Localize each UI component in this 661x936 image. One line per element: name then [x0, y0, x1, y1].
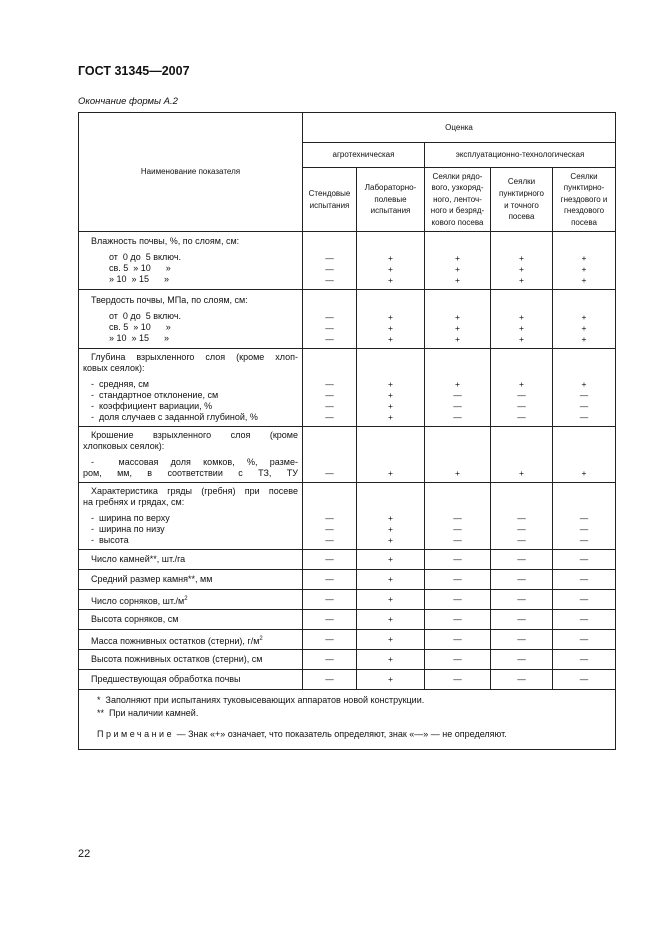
- indicator-title: Предшествующая обработка почвы: [91, 674, 241, 684]
- mark-value: +: [455, 379, 460, 389]
- mark-value: +: [581, 334, 587, 344]
- mark-value: +: [388, 275, 393, 285]
- header-column: Сеялки пунктирного и точного посева: [491, 168, 553, 232]
- mark-cell: [357, 550, 425, 570]
- mark-value: —: [579, 513, 589, 523]
- table-row: [79, 610, 616, 630]
- mark-value: —: [325, 312, 334, 322]
- header-indicator: Наименование показателя: [79, 113, 303, 232]
- mark-cell: [303, 427, 357, 483]
- mark-value: —: [453, 674, 462, 684]
- header-column: Лабораторно- полевые испытания: [357, 168, 425, 232]
- mark-value: +: [388, 574, 393, 584]
- mark-cell: [357, 483, 425, 550]
- mark-cell: [425, 570, 491, 590]
- mark-cell: [425, 483, 491, 550]
- mark-value: —: [325, 513, 334, 523]
- indicator-cell: [79, 650, 303, 670]
- mark-cell: [553, 349, 616, 427]
- indicator-subitem: от 0 до 5 включ.: [109, 310, 182, 321]
- indicator-cell: [79, 630, 303, 650]
- mark-cell: [357, 570, 425, 590]
- mark-cell: [425, 232, 491, 290]
- mark-cell: [425, 590, 491, 610]
- assessment-table: [78, 112, 616, 750]
- mark-cell: [303, 483, 357, 550]
- indicator-subitem: - стандартное отклонение, см: [91, 390, 219, 400]
- mark-cell: [425, 630, 491, 650]
- mark-value: +: [388, 513, 393, 523]
- mark-value: +: [519, 323, 524, 333]
- mark-value: +: [519, 334, 524, 344]
- mark-value: +: [581, 379, 587, 389]
- table-row: [79, 427, 616, 483]
- table-footnotes: [79, 690, 616, 750]
- mark-value: —: [325, 554, 334, 564]
- mark-value: +: [519, 264, 524, 274]
- indicator-cell: [79, 427, 303, 483]
- note-label: Примечание: [97, 729, 175, 739]
- indicator-title: Масса пожнивных остатков (стерни), $г/м^2$: [91, 636, 263, 646]
- mark-value: +: [519, 379, 524, 389]
- mark-value: +: [581, 468, 587, 478]
- mark-cell: [357, 670, 425, 690]
- mark-value: —: [325, 275, 334, 285]
- mark-cell: [303, 290, 357, 349]
- table-row: [79, 650, 616, 670]
- table-row: [79, 550, 616, 570]
- mark-value: —: [453, 574, 462, 584]
- mark-cell: [425, 427, 491, 483]
- mark-cell: [553, 570, 616, 590]
- table-row: [79, 349, 616, 427]
- mark-value: —: [325, 468, 334, 478]
- indicator-subitem: - коэффициент вариации, %: [91, 401, 213, 411]
- mark-cell: [425, 650, 491, 670]
- table-row: [79, 570, 616, 590]
- mark-value: +: [388, 390, 393, 400]
- mark-value: —: [579, 390, 589, 400]
- mark-cell: [553, 670, 616, 690]
- mark-value: —: [325, 412, 334, 422]
- mark-value: —: [453, 654, 462, 664]
- mark-value: —: [325, 614, 334, 624]
- indicator-title: Средний размер камня**, мм: [91, 574, 213, 584]
- mark-value: —: [517, 634, 526, 644]
- table-row: [79, 670, 616, 690]
- mark-value: +: [455, 264, 460, 274]
- table-caption: Окончание формы А.2: [78, 96, 178, 107]
- mark-value: —: [453, 554, 462, 564]
- mark-cell: [303, 670, 357, 690]
- mark-value: —: [453, 634, 462, 644]
- indicator-title: Влажность почвы, %, по слоям, см:: [91, 236, 240, 246]
- mark-value: —: [325, 654, 334, 664]
- indicator-title-line: Характеристика гряды (гребня) при посеве: [91, 486, 298, 496]
- footnote: * Заполняют при испытаниях туковысевающих аппаратов новой конструкции.: [97, 695, 425, 705]
- mark-cell: [357, 349, 425, 427]
- mark-cell: [303, 550, 357, 570]
- mark-value: +: [581, 264, 587, 274]
- table-row: [79, 590, 616, 610]
- header-column: Сеялки рядо- вого, узкоряд- ного, ленточ- ного и безряд- кового посева: [425, 168, 491, 232]
- indicator-title-line: ковых сеялок):: [83, 363, 145, 373]
- table-row: [79, 232, 616, 290]
- indicator-cell: [79, 550, 303, 570]
- mark-cell: [357, 610, 425, 630]
- indicator-title-line: Глубина взрыхленного слоя (кроме хлоп-: [91, 352, 298, 362]
- mark-value: +: [455, 334, 460, 344]
- table-row: [79, 630, 616, 650]
- table-row: [79, 290, 616, 349]
- indicator-subitem: св. 5 » 10 »: [109, 321, 171, 332]
- mark-value: —: [579, 614, 589, 624]
- mark-value: —: [325, 634, 334, 644]
- mark-value: +: [455, 323, 460, 333]
- note-text: — Знак «+» означает, что показатель определяют, знак «—» — не определяют.: [174, 729, 507, 739]
- mark-value: —: [325, 323, 334, 333]
- indicator-title: Твердость почвы, МПа, по слоям, см:: [91, 294, 248, 305]
- mark-cell: [303, 650, 357, 670]
- mark-cell: [553, 483, 616, 550]
- mark-value: —: [517, 390, 526, 400]
- indicator-subitem: - ширина по низу: [91, 524, 165, 534]
- mark-value: —: [325, 401, 334, 411]
- mark-value: —: [579, 535, 589, 545]
- mark-cell: [357, 232, 425, 290]
- mark-value: —: [325, 535, 334, 545]
- mark-value: +: [519, 468, 524, 478]
- mark-cell: [491, 670, 553, 690]
- mark-value: —: [517, 594, 526, 604]
- indicator-subitem: » 10 » 15 »: [109, 274, 170, 284]
- mark-value: +: [388, 468, 393, 478]
- mark-value: +: [388, 253, 393, 263]
- mark-cell: [491, 483, 553, 550]
- unit-superscript: 2: [259, 636, 263, 642]
- mark-value: +: [388, 379, 393, 389]
- header-assessment: Оценка: [303, 113, 616, 143]
- indicator-title: Высота сорняков, см: [91, 614, 179, 624]
- mark-cell: [425, 670, 491, 690]
- indicator-cell: [79, 610, 303, 630]
- mark-value: —: [517, 674, 526, 684]
- mark-cell: [303, 630, 357, 650]
- page-number: 22: [78, 848, 91, 860]
- mark-value: +: [388, 654, 393, 664]
- mark-cell: [491, 550, 553, 570]
- mark-value: —: [579, 524, 589, 534]
- mark-value: +: [455, 253, 460, 263]
- mark-cell: [553, 610, 616, 630]
- header-group-agro: агротехническая: [303, 143, 425, 168]
- mark-value: —: [517, 554, 526, 564]
- indicator-title-line: на гребнях и грядах, см:: [83, 497, 185, 507]
- mark-cell: [491, 630, 553, 650]
- mark-cell: [553, 232, 616, 290]
- mark-cell: [491, 290, 553, 349]
- mark-cell: [491, 427, 553, 483]
- mark-value: +: [388, 554, 393, 564]
- mark-cell: [357, 290, 425, 349]
- mark-value: —: [517, 513, 526, 523]
- indicator-subitem: св. 5 » 10 »: [109, 263, 171, 273]
- indicator-cell: [79, 290, 303, 349]
- mark-value: +: [388, 264, 393, 274]
- mark-value: —: [453, 412, 462, 422]
- mark-cell: [491, 650, 553, 670]
- mark-value: +: [581, 253, 587, 263]
- mark-value: +: [519, 312, 524, 322]
- header-column: Сеялки пунктирно- гнездового и гнездового посева: [553, 168, 616, 232]
- mark-value: +: [388, 634, 393, 644]
- footnote: ** При наличии камней.: [97, 708, 199, 718]
- mark-cell: [357, 427, 425, 483]
- indicator-subitem: от 0 до 5 включ.: [109, 252, 182, 262]
- indicator-cell: [79, 483, 303, 550]
- mark-value: —: [579, 634, 589, 644]
- mark-value: —: [579, 401, 589, 411]
- header-group-exploitation: эксплуатационно-технологическая: [425, 143, 616, 168]
- unit-superscript: 2: [184, 596, 188, 602]
- mark-cell: [303, 610, 357, 630]
- mark-value: +: [388, 323, 393, 333]
- mark-value: +: [388, 312, 393, 322]
- mark-cell: [425, 550, 491, 570]
- indicator-cell: [79, 670, 303, 690]
- mark-value: —: [517, 524, 526, 534]
- mark-value: +: [388, 614, 393, 624]
- indicator-cell: [79, 349, 303, 427]
- indicator-title-line: хлопковых сеялок):: [83, 441, 165, 451]
- mark-cell: [553, 550, 616, 570]
- mark-cell: [303, 570, 357, 590]
- mark-cell: [303, 232, 357, 290]
- mark-value: —: [517, 412, 526, 422]
- mark-value: —: [453, 535, 462, 545]
- mark-value: —: [579, 674, 589, 684]
- mark-value: —: [579, 594, 589, 604]
- mark-cell: [553, 427, 616, 483]
- indicator-title: Число камней**, шт./га: [91, 554, 186, 564]
- mark-value: —: [579, 412, 589, 422]
- mark-value: —: [453, 614, 462, 624]
- mark-cell: [303, 590, 357, 610]
- mark-value: +: [455, 275, 460, 285]
- mark-cell: [425, 290, 491, 349]
- indicator-subitem: ром, мм, в соответствии с ТЗ, ТУ: [83, 468, 298, 478]
- mark-value: +: [581, 323, 587, 333]
- mark-cell: [425, 349, 491, 427]
- table-note: [97, 728, 607, 741]
- mark-cell: [553, 590, 616, 610]
- mark-value: +: [388, 594, 393, 604]
- indicator-cell: [79, 590, 303, 610]
- indicator-cell: [79, 570, 303, 590]
- indicator-title-line: Крошение взрыхленного слоя (кроме: [91, 430, 298, 440]
- mark-cell: [553, 630, 616, 650]
- mark-value: —: [325, 574, 334, 584]
- mark-cell: [491, 610, 553, 630]
- mark-value: —: [325, 594, 334, 604]
- mark-value: +: [388, 524, 393, 534]
- mark-value: —: [325, 524, 334, 534]
- mark-cell: [425, 610, 491, 630]
- mark-value: +: [388, 535, 393, 545]
- mark-value: —: [517, 654, 526, 664]
- mark-value: —: [325, 379, 334, 389]
- mark-value: +: [519, 253, 524, 263]
- mark-value: +: [455, 468, 460, 478]
- table-row: [79, 483, 616, 550]
- mark-value: —: [579, 554, 589, 564]
- mark-value: —: [325, 390, 334, 400]
- mark-value: +: [519, 275, 524, 285]
- mark-value: +: [388, 401, 393, 411]
- mark-value: +: [388, 674, 393, 684]
- indicator-title: Высота пожнивных остатков (стерни), см: [91, 654, 263, 664]
- indicator-subitem: - ширина по верху: [91, 513, 170, 523]
- mark-value: —: [453, 524, 462, 534]
- mark-cell: [357, 590, 425, 610]
- mark-value: —: [517, 535, 526, 545]
- mark-value: —: [453, 594, 462, 604]
- indicator-cell: [79, 232, 303, 290]
- mark-cell: [553, 650, 616, 670]
- mark-cell: [491, 349, 553, 427]
- mark-value: +: [388, 412, 393, 422]
- indicator-subitem: - массовая доля комков, %, разме-: [91, 457, 298, 467]
- indicator-subitem: - средняя, см: [91, 379, 149, 389]
- mark-value: —: [453, 513, 462, 523]
- mark-value: +: [581, 275, 587, 285]
- mark-cell: [491, 232, 553, 290]
- mark-value: —: [517, 574, 526, 584]
- mark-value: —: [325, 253, 334, 263]
- mark-cell: [303, 349, 357, 427]
- mark-cell: [357, 630, 425, 650]
- mark-value: —: [579, 654, 589, 664]
- mark-cell: [357, 650, 425, 670]
- mark-cell: [491, 570, 553, 590]
- indicator-subitem: » 10 » 15 »: [109, 332, 170, 343]
- mark-value: —: [453, 390, 462, 400]
- mark-cell: [553, 290, 616, 349]
- document-title: ГОСТ 31345—2007: [78, 64, 190, 78]
- indicator-title: Число сорняков, $шт./м^2$: [91, 596, 188, 606]
- mark-value: +: [455, 312, 460, 322]
- mark-value: —: [517, 401, 526, 411]
- indicator-subitem: - высота: [91, 535, 129, 545]
- mark-value: —: [517, 614, 526, 624]
- mark-value: +: [581, 312, 587, 322]
- mark-value: —: [325, 264, 334, 274]
- header-column: Стендовые испытания: [303, 168, 357, 232]
- mark-value: +: [388, 334, 393, 344]
- mark-value: —: [325, 674, 334, 684]
- indicator-subitem: - доля случаев с заданной глубиной, %: [91, 412, 258, 422]
- mark-cell: [491, 590, 553, 610]
- mark-value: —: [579, 574, 589, 584]
- mark-value: —: [325, 334, 334, 344]
- mark-value: —: [453, 401, 462, 411]
